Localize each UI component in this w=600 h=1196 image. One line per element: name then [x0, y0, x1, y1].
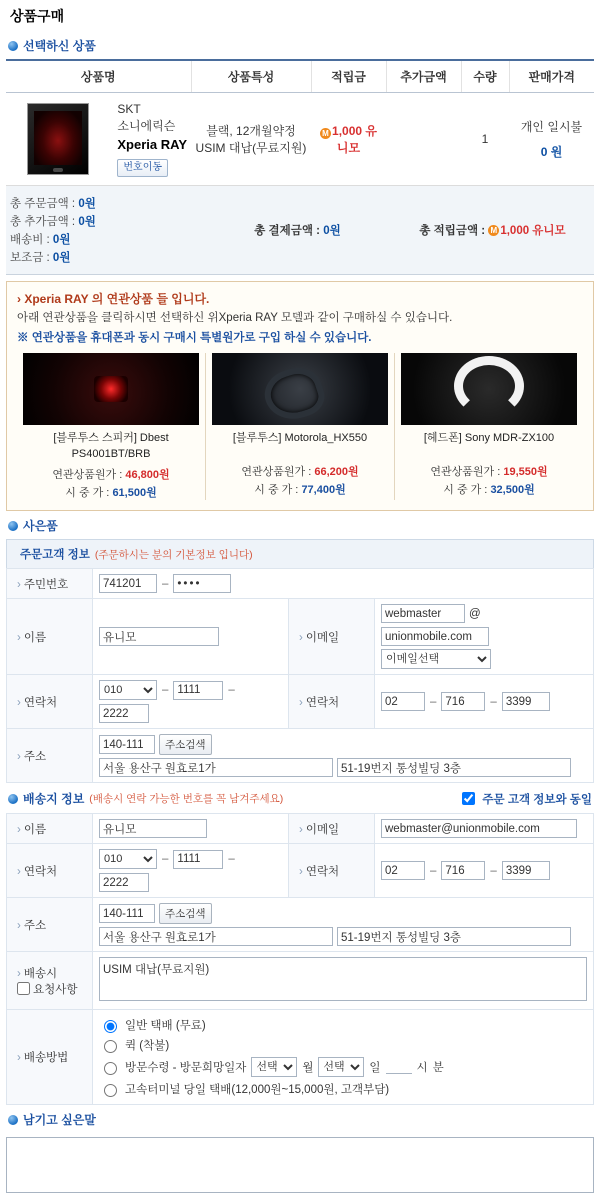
- product-thumbnail[interactable]: [27, 103, 89, 175]
- total-points-block: [395, 194, 590, 266]
- shipping-request-row: [7, 952, 594, 1010]
- shipping-email-input-cell: [375, 814, 594, 844]
- arrow-icon: ›: [17, 631, 21, 644]
- product-points-value: 1,000 유니모: [332, 124, 377, 156]
- unimo-coin-icon: M: [320, 128, 331, 139]
- related-title: Xperia RAY 의 연관상품 들 입니다.: [24, 292, 210, 307]
- shipping-name-input-cell: [93, 814, 289, 844]
- col-points: 적립금: [311, 60, 386, 93]
- shipping-method-option-standard[interactable]: [99, 1015, 587, 1035]
- bullet-icon: [8, 41, 18, 51]
- mobile-label-cell: [7, 675, 93, 729]
- product-points-cell: [311, 93, 386, 186]
- product-features-cell: [191, 93, 311, 186]
- mobile-part2-input[interactable]: [173, 681, 223, 700]
- tel-input-cell: [375, 675, 594, 729]
- phone-row: [7, 675, 594, 729]
- shipping-request-textarea[interactable]: [99, 957, 587, 1001]
- ssn-label: 주민번호: [23, 578, 69, 591]
- shipping-email-label: 이메일: [305, 823, 340, 836]
- arrow-right-icon: ›: [17, 292, 21, 307]
- bullet-icon: [8, 521, 18, 531]
- col-product-features: 상품특성: [191, 60, 311, 93]
- mobile-part3-input[interactable]: [99, 704, 149, 723]
- related-item-price-row: [401, 463, 577, 479]
- related-price-label: 연관상품원가 :: [430, 466, 501, 479]
- ssn-label-cell: [7, 569, 93, 599]
- product-feature-line1: 블랙, 12개월약정: [206, 124, 296, 139]
- product-table: [6, 59, 594, 186]
- shipping-address-label-cell: [7, 898, 93, 952]
- shipping-method-label: 배송방법: [23, 1052, 69, 1065]
- subsidy-value: 0원: [52, 252, 71, 265]
- related-item-price: 46,800원: [125, 469, 170, 482]
- total-payment-label: 총 결제금액 :: [254, 225, 321, 238]
- shipping-mobile-label-cell: [7, 844, 93, 898]
- arrow-icon: ›: [299, 696, 303, 709]
- shipping-method-radio-quick[interactable]: [104, 1040, 117, 1053]
- shipping-tel-dash-2: –: [490, 864, 497, 877]
- shipping-name-input[interactable]: [99, 819, 207, 838]
- shipping-info-title: 배송지 정보: [23, 792, 85, 807]
- related-item-market: 61,500원: [112, 487, 157, 500]
- ssn-back-input[interactable]: [173, 574, 231, 593]
- same-as-customer-row[interactable]: [458, 789, 592, 808]
- related-market-label: 시 중 가 :: [254, 484, 299, 497]
- zipcode-search-button[interactable]: 주소검색: [159, 734, 212, 755]
- related-item-market: 77,400원: [301, 484, 346, 497]
- product-feature-line2: USIM 대납(무료지원): [195, 141, 307, 156]
- shipping-mobile-prefix-select[interactable]: [99, 849, 157, 869]
- related-item-name: [블루투스 스피커] Dbest PS4001BT/BRB: [53, 432, 169, 460]
- related-market-label: 시 중 가 :: [443, 484, 488, 497]
- bullet-icon: [8, 1115, 18, 1125]
- shipping-method-label-express: 고속터미널 당일 택배(12,000원~15,000원, 고객부담): [125, 1084, 390, 1097]
- same-as-customer-label: 주문 고객 정보와 동일: [482, 793, 592, 806]
- shipping-address-line1-input[interactable]: [99, 927, 333, 946]
- shipping-method-option-visit[interactable]: [99, 1055, 587, 1079]
- total-extra-value: 0원: [78, 216, 96, 229]
- related-item-market-row: [23, 484, 199, 500]
- related-items-list: [17, 353, 583, 500]
- address-line2-input[interactable]: [337, 758, 571, 777]
- total-order-row: [10, 194, 200, 212]
- shipping-fee-value: 0원: [52, 234, 71, 247]
- total-order-value: 0원: [78, 198, 96, 211]
- ssn-row: [7, 569, 594, 599]
- product-maker: 소니에릭슨: [117, 119, 176, 134]
- shipping-method-label-cell: [7, 1010, 93, 1105]
- customer-info-note: (주문하시는 분의 기본정보 입니다): [94, 548, 253, 561]
- arrow-icon: ›: [17, 823, 21, 836]
- customer-info-title: 주문고객 정보: [20, 549, 90, 562]
- related-products-box: [6, 281, 594, 511]
- shipping-method-label-visit: 방문수령 - 방문희망일자: [125, 1062, 247, 1075]
- shipping-mobile-dash-1: –: [162, 853, 169, 866]
- related-item-image[interactable]: [23, 353, 199, 425]
- shipping-tel-dash-1: –: [430, 864, 437, 877]
- bullet-icon: [8, 794, 18, 804]
- related-item-market-row: [401, 481, 577, 497]
- unimo-coin-icon-total: M: [488, 225, 499, 236]
- shipping-tel-part3-input[interactable]: [502, 861, 550, 880]
- arrow-icon: ›: [17, 1052, 21, 1065]
- total-extra-label: 총 추가금액 :: [10, 216, 76, 229]
- shipping-request-label-1: 배송시: [23, 967, 58, 980]
- name-input-cell: [93, 599, 289, 675]
- address-input-cell: [93, 729, 594, 783]
- product-pay-type: 개인 일시불: [520, 120, 583, 135]
- arrow-icon: ›: [17, 865, 21, 878]
- section-title-gift: 사은품: [23, 519, 58, 534]
- email-domain-select[interactable]: [381, 649, 491, 669]
- shipping-method-label-quick: 퀵 (착불): [125, 1040, 170, 1053]
- shipping-tel-part2-input[interactable]: [441, 861, 485, 880]
- subsidy-row: [10, 248, 200, 266]
- arrow-icon: ›: [17, 919, 21, 932]
- name-label: 이름: [23, 631, 47, 644]
- col-extra-fee: 추가금액: [386, 60, 461, 93]
- shipping-mobile-part3-input[interactable]: [99, 873, 149, 892]
- arrow-icon: ›: [17, 967, 21, 980]
- arrow-icon: ›: [17, 696, 21, 709]
- arrow-icon: ›: [299, 631, 303, 644]
- visit-hour-input[interactable]: [386, 1060, 412, 1074]
- shipping-tel-part1-input[interactable]: [381, 861, 425, 880]
- total-payment-value: 0원: [323, 225, 341, 238]
- address-line1-input[interactable]: [99, 758, 333, 777]
- shipping-method-option-express[interactable]: [99, 1079, 587, 1099]
- section-header-selected-product: [6, 31, 594, 59]
- col-quantity: 수량: [461, 60, 509, 93]
- arrow-icon: ›: [299, 865, 303, 878]
- arrow-icon: ›: [17, 578, 21, 591]
- shipping-request-label-2: 요청사항: [33, 983, 78, 996]
- totals-box: [6, 186, 594, 275]
- email-at-symbol: @: [469, 607, 481, 620]
- shipping-method-radio-visit[interactable]: [104, 1062, 117, 1075]
- visit-min-unit: 분: [432, 1062, 444, 1075]
- memo-box: [6, 1137, 594, 1196]
- shipping-method-options: [93, 1010, 594, 1105]
- shipping-method-radio-standard[interactable]: [104, 1020, 117, 1033]
- shipping-method-radio-express[interactable]: [104, 1084, 117, 1097]
- mobile-label: 연락처: [23, 696, 58, 709]
- mobile-prefix-select[interactable]: [99, 680, 157, 700]
- related-item-name: [블루투스] Motorola_HX550: [232, 432, 368, 445]
- visit-day-select[interactable]: [318, 1057, 364, 1077]
- shipping-mobile-label: 연락처: [23, 865, 58, 878]
- shipping-tel-input-cell: [375, 844, 594, 898]
- visit-month-select[interactable]: [251, 1057, 297, 1077]
- shipping-request-input-cell: [93, 952, 594, 1010]
- shipping-tel-label-cell: [289, 844, 375, 898]
- subsidy-label: 보조금 :: [10, 252, 50, 265]
- section-header-gift: [6, 511, 594, 539]
- related-item-price-row: [212, 463, 388, 479]
- total-payment-block: [200, 194, 395, 266]
- related-item-image[interactable]: [401, 353, 577, 425]
- related-item[interactable]: [395, 353, 583, 500]
- total-points-value: 1,000 유니모: [500, 225, 566, 238]
- customer-info-header: [6, 539, 594, 568]
- related-item-price-row: [23, 466, 199, 482]
- name-label-cell: [7, 599, 93, 675]
- shipping-request-checkbox[interactable]: [17, 982, 30, 995]
- col-price: 판매가격: [509, 60, 594, 93]
- related-price-label: 연관상품원가 :: [52, 469, 123, 482]
- col-product-name: 상품명: [6, 60, 191, 93]
- visit-day-unit: 일: [369, 1062, 381, 1075]
- product-price-value: 0 원: [540, 145, 563, 160]
- tel-part1-input[interactable]: [381, 692, 425, 711]
- email-input-cell: [375, 599, 594, 675]
- section-title-selected-product: 선택하신 상품: [23, 39, 96, 53]
- related-title-row: [17, 290, 583, 307]
- related-note: ※ 연관상품을 휴대폰과 동시 구매시 특별원가로 구입 하실 수 있습니다.: [17, 332, 372, 345]
- shipping-fee-label: 배송비 :: [10, 234, 50, 247]
- tel-label: 연락처: [305, 696, 340, 709]
- tel-label-cell: [289, 675, 375, 729]
- related-item-name: [헤드폰] Sony MDR-ZX100: [423, 432, 555, 445]
- shipping-email-input[interactable]: [381, 819, 577, 838]
- phone-button: [53, 168, 63, 172]
- related-item-market-row: [212, 481, 388, 497]
- transfer-number-button[interactable]: 번호이동: [117, 159, 168, 178]
- mobile-input-cell: [93, 675, 289, 729]
- address-label: 주소: [23, 750, 47, 763]
- ssn-dash: –: [162, 577, 169, 590]
- page-title: 상품구매: [10, 8, 65, 24]
- customer-info-table: [6, 568, 594, 783]
- related-item-price: 19,550원: [503, 466, 548, 479]
- shipping-info-note: (배송시 연락 가능한 번호를 꼭 남겨주세요): [89, 793, 284, 806]
- visit-hour-unit: 시: [416, 1062, 428, 1075]
- totals-left: [10, 194, 200, 266]
- shipping-mobile-part2-input[interactable]: [173, 850, 223, 869]
- arrow-icon: ›: [299, 823, 303, 836]
- related-item-market: 32,500원: [490, 484, 535, 497]
- product-row: [6, 93, 594, 186]
- shipping-tel-label: 연락처: [305, 865, 340, 878]
- zipcode-input[interactable]: [99, 735, 155, 754]
- ssn-input-cell: [93, 569, 594, 599]
- shipping-address-label: 주소: [23, 919, 47, 932]
- product-quantity-cell: 1: [461, 93, 509, 186]
- shipping-name-label-cell: [7, 814, 93, 844]
- product-extra-fee-cell: [386, 93, 461, 186]
- mobile-dash-2: –: [228, 684, 235, 697]
- shipping-name-email-row: [7, 814, 594, 844]
- shipping-address-input-cell: [93, 898, 594, 952]
- tel-dash-2: –: [490, 695, 497, 708]
- email-domain-input[interactable]: [381, 627, 489, 646]
- shipping-info-header: [6, 783, 594, 813]
- shipping-request-label-cell: [7, 952, 93, 1010]
- address-row: [7, 729, 594, 783]
- related-item-price: 66,200원: [314, 466, 359, 479]
- address-label-cell: [7, 729, 93, 783]
- same-as-customer-checkbox[interactable]: [462, 792, 475, 805]
- phone-screen: [34, 111, 82, 165]
- tel-part3-input[interactable]: [502, 692, 550, 711]
- total-extra-row: [10, 212, 200, 230]
- shipping-mobile-input-cell: [93, 844, 289, 898]
- shipping-phone-row: [7, 844, 594, 898]
- email-label: 이메일: [305, 631, 340, 644]
- shipping-method-row: [7, 1010, 594, 1105]
- email-user-input[interactable]: [381, 604, 465, 623]
- product-table-header-row: [6, 60, 594, 93]
- shipping-info-table: [6, 813, 594, 1105]
- related-subtitle: 아래 연관상품을 클릭하시면 선택하신 위Xperia RAY 모델과 같이 구매하실 수 있습니다.: [17, 312, 453, 325]
- shipping-email-label-cell: [289, 814, 375, 844]
- customer-name-input[interactable]: [99, 627, 219, 646]
- related-item-image[interactable]: [212, 353, 388, 425]
- shipping-method-option-quick[interactable]: [99, 1035, 587, 1055]
- related-item[interactable]: [17, 353, 206, 500]
- visit-month-unit: 월: [302, 1062, 314, 1075]
- shipping-fee-row: [10, 230, 200, 248]
- related-price-label: 연관상품원가 :: [241, 466, 312, 479]
- email-label-cell: [289, 599, 375, 675]
- shipping-address-line2-input[interactable]: [337, 927, 571, 946]
- shipping-mobile-dash-2: –: [228, 853, 235, 866]
- total-order-label: 총 주문금액 :: [10, 198, 76, 211]
- total-points-label: 총 적립금액 :: [419, 225, 486, 238]
- related-item[interactable]: [206, 353, 395, 500]
- product-price-cell: [509, 93, 594, 186]
- ssn-front-input[interactable]: [99, 574, 157, 593]
- shipping-method-label-standard: 일반 택배 (무료): [125, 1020, 206, 1033]
- shipping-zipcode-input[interactable]: [99, 904, 155, 923]
- related-market-label: 시 중 가 :: [65, 487, 110, 500]
- mobile-dash-1: –: [162, 684, 169, 697]
- product-model: Xperia RAY: [117, 136, 187, 152]
- arrow-icon: ›: [17, 750, 21, 763]
- section-title-memo: 남기고 싶은말: [23, 1113, 96, 1128]
- tel-dash-1: –: [430, 695, 437, 708]
- section-header-memo: [6, 1105, 594, 1133]
- product-name-cell: [6, 93, 191, 186]
- shipping-zipcode-search-button[interactable]: 주소검색: [159, 903, 212, 924]
- shipping-name-label: 이름: [23, 823, 47, 836]
- tel-part2-input[interactable]: [441, 692, 485, 711]
- memo-textarea[interactable]: [6, 1137, 594, 1193]
- shipping-address-row: [7, 898, 594, 952]
- name-email-row: [7, 599, 594, 675]
- product-carrier: SKT: [117, 102, 141, 116]
